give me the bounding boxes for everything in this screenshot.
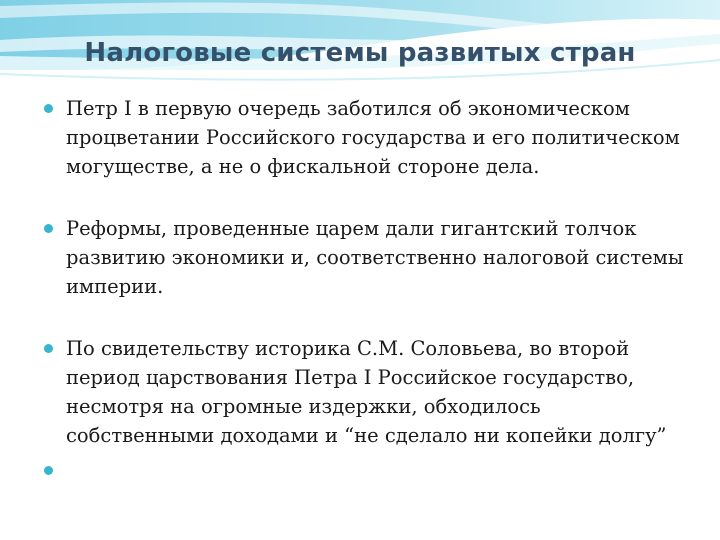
bullet-text: По свидетельству историка С.М. Соловьева, во второй период царствования Петра I Российское государство, несмотря на огромные издержки, обходилось собственными доходами и “не сделало ни копейки долгу” [66,337,667,447]
bullet-item-empty [44,456,684,485]
bullet-icon [44,466,53,475]
bullet-icon [44,224,53,233]
bullet-item [44,214,684,301]
slide-title: Налоговые системы развитых стран [84,38,636,68]
bullet-text: Петр I в первую очередь заботился об экономическом процветании Российского государства и его политическом могуществе, а не о фискальной стороне дела. [66,97,680,178]
bullet-text: Реформы, проведенные царем дали гигантский толчок развитию экономики и, соответственно налоговой системы империи. [66,217,684,298]
bullet-icon [44,344,53,353]
bullet-list [44,94,684,485]
bullet-item [44,334,684,450]
bullet-item [44,94,684,181]
bullet-icon [44,104,53,113]
